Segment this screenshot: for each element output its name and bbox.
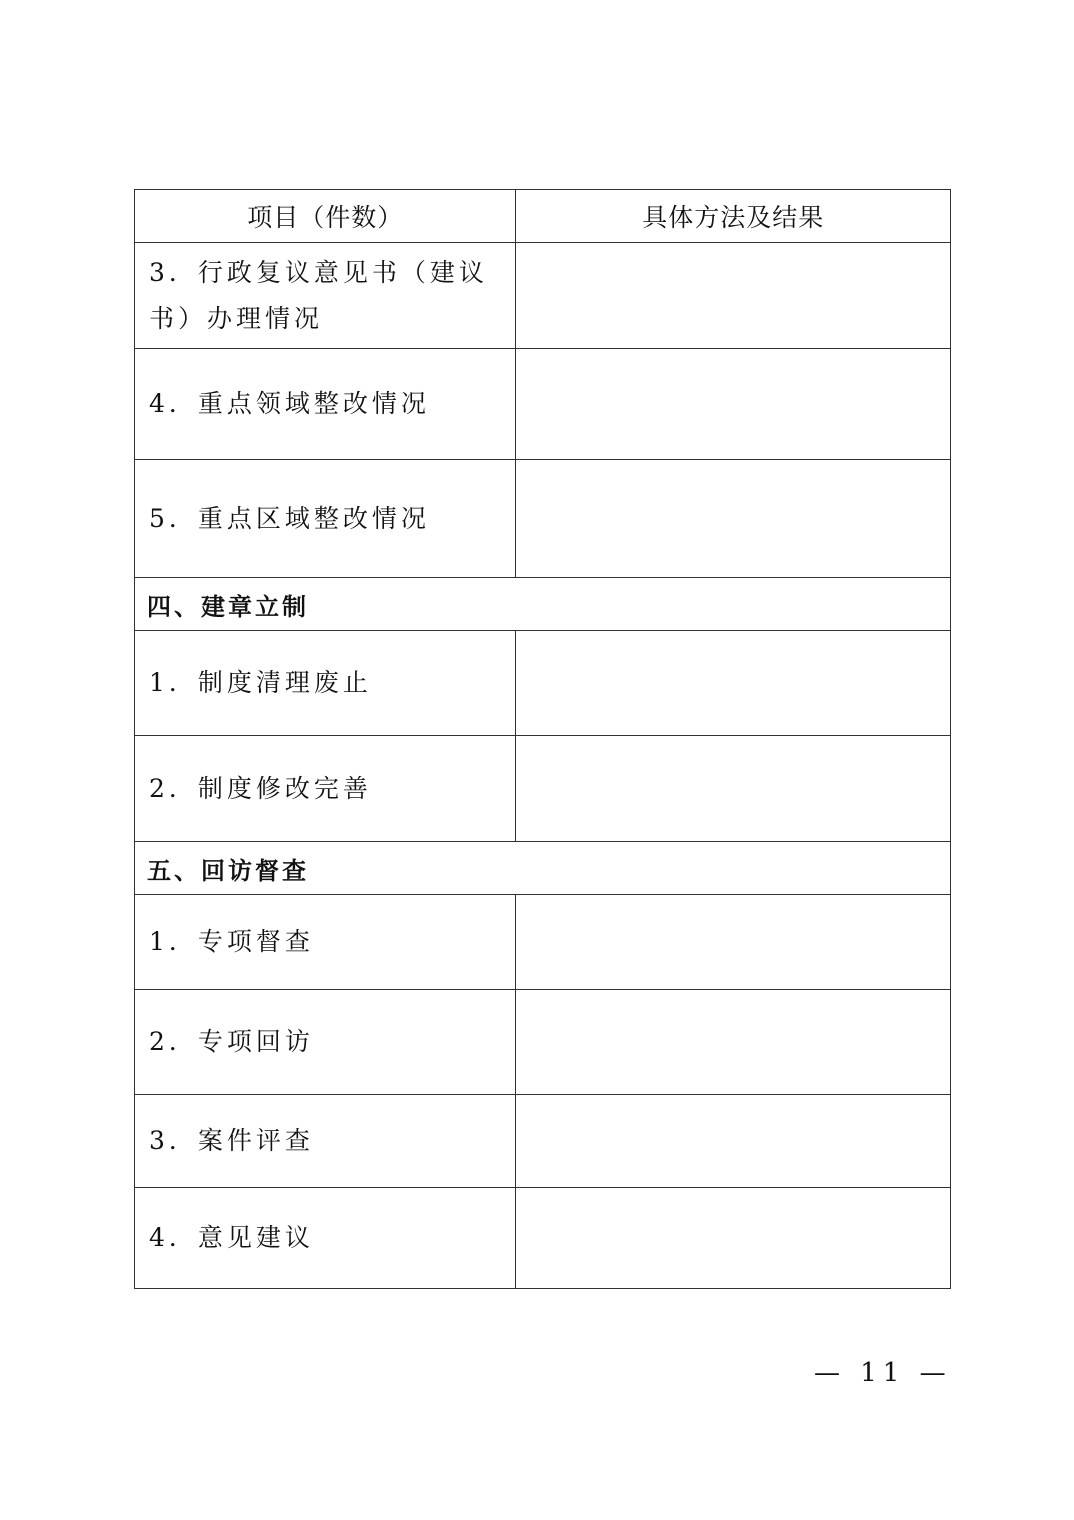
table-row [135, 895, 951, 990]
table-row [135, 243, 951, 349]
table-row [135, 1095, 951, 1188]
item-label: 3．案件评查 [135, 1095, 516, 1188]
report-table [134, 189, 951, 1289]
section-heading: 五、回访督查 [135, 842, 951, 895]
result-cell[interactable] [516, 1095, 951, 1188]
page-number: — 11 — [814, 1358, 952, 1388]
header-result: 具体方法及结果 [516, 190, 951, 243]
item-label: 5．重点区域整改情况 [135, 460, 516, 578]
table-row [135, 1188, 951, 1289]
item-label: 2．专项回访 [135, 990, 516, 1095]
result-cell[interactable] [516, 243, 951, 349]
item-label: 2．制度修改完善 [135, 736, 516, 842]
section-row [135, 842, 951, 895]
table-header-row [135, 190, 951, 243]
result-cell[interactable] [516, 631, 951, 736]
section-row [135, 578, 951, 631]
table-row [135, 349, 951, 460]
result-cell[interactable] [516, 736, 951, 842]
section-heading: 四、建章立制 [135, 578, 951, 631]
result-cell[interactable] [516, 895, 951, 990]
result-cell[interactable] [516, 349, 951, 460]
item-label: 1．制度清理废止 [135, 631, 516, 736]
table-row [135, 460, 951, 578]
table-row [135, 631, 951, 736]
item-label: 4．重点领域整改情况 [135, 349, 516, 460]
table-row [135, 990, 951, 1095]
result-cell[interactable] [516, 460, 951, 578]
table-row [135, 736, 951, 842]
header-item: 项目（件数） [135, 190, 516, 243]
result-cell[interactable] [516, 1188, 951, 1289]
item-label: 1．专项督查 [135, 895, 516, 990]
result-cell[interactable] [516, 990, 951, 1095]
item-label: 3．行政复议意见书（建议书）办理情况 [135, 243, 516, 349]
item-label: 4．意见建议 [135, 1188, 516, 1289]
